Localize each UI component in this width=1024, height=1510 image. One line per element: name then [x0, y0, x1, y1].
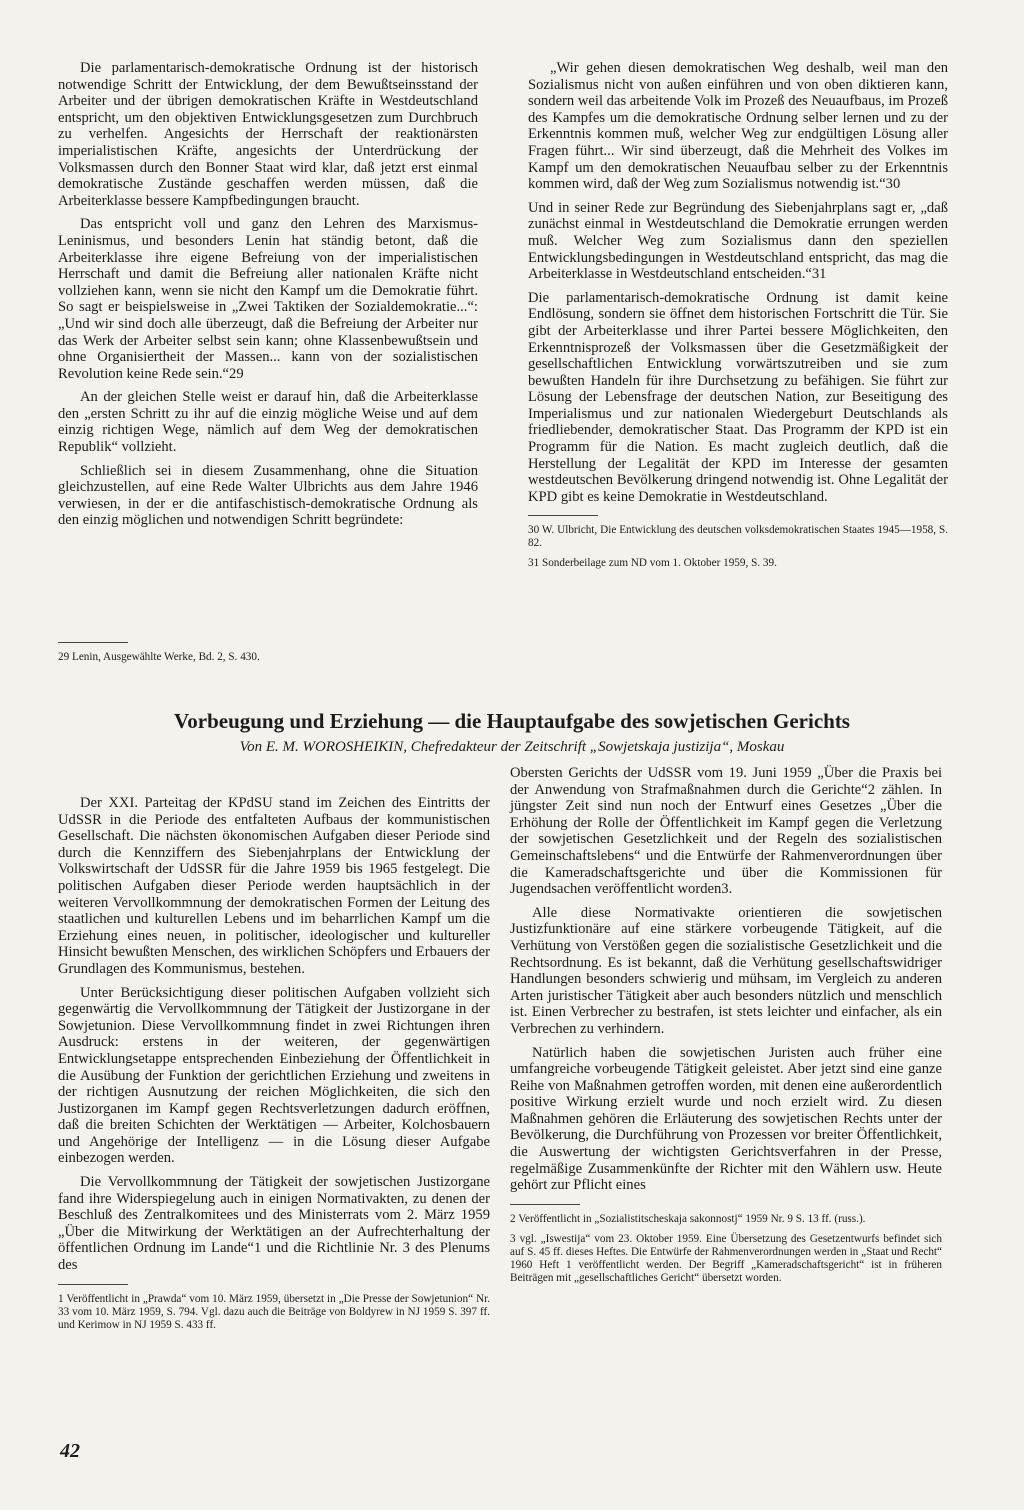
paragraph: Natürlich haben die sowjetischen Juristen auch früher eine umfangreiche vorbeugende Tätigkeit geleistet. Aber jetzt sind eine ganze Reihe von Maßnahmen getroffen worden, mit denen eine außerordentlich positive Wirkung erzielt wurde und noch erzielt wird. Zu diesen Maßnahmen gehören die Erläuterung des sowjetischen Rechts unter der Bevölkerung, die Durchführung von Prozessen vor breiter Öffentlichkeit, die Auswertung der wichtigsten Gerichtsverfahren in der Presse, regelmäßige Zusammenkünfte der Richter mit den Wählern usw. Heute gehört zur Pflicht eines: [510, 1044, 942, 1194]
article-right-column: [510, 765, 942, 1292]
paragraph: Die Vervollkommnung der Tätigkeit der sowjetischen Justizorgane fand ihre Widerspiegelung auch in einigen Normativakten, zu denen der Beschluß des Zentralkomitees und des Ministerrats vom 2. März 1959 „Über die Mitwirkung der Werktätigen an der Aufrechterhaltung der öffentlichen Ordnung im Lande“1 und die Richtlinie Nr. 3 des Plenums des: [58, 1174, 490, 1274]
paragraph: Der XXI. Parteitag der KPdSU stand im Zeichen des Eintritts der UdSSR in die Periode des entfalteten Aufbaus der kommunistischen Gesellschaft. Die nächsten ökonomischen Aufgaben dieser Periode sind durch die Kennziffern des Siebenjahrplans der Entwicklung der Volkswirtschaft der UdSSR für die Jahre 1959 bis 1965 festgelegt. Die politischen Aufgaben dieser Periode werden hauptsächlich in der weiteren Vervollkommnung der demokratischen Formen der Leitung des staatlichen und kulturellen Lebens und im beharrlichen Kampf um die Erziehung eines neuen, in politischer, ideologischer und kultureller Hinsicht bewußten Menschen, des wirklichen Schöpfers und Erbauers der Grundlagen des Kommunismus, bestehen.: [58, 795, 490, 977]
paragraph: Das entspricht voll und ganz den Lehren des Marxismus-Leninismus, und besonders Lenin hat ständig betont, daß die Arbeiterklasse ihre eigene Befreiung von der imperialistischen Herrschaft und damit die Befreiung aller nationalen Kräfte nicht vollziehen kann, wenn sie nicht den Kampf um die Demokratie führt. So sagt er beispielsweise in „Zwei Taktiken der Sozialdemokratie...“: „Und wir sind doch alle überzeugt, daß die Befreiung der Arbeiter nur das Werk der Arbeiter selbst sein kann; ohne Klassenbewußtsein und ohne Organisiertheit der Massen... kann von der sozialistischen Revolution keine Rede sein.“29: [58, 216, 478, 382]
page-number: 42: [60, 1440, 80, 1462]
article-left-column: [58, 795, 490, 1339]
footnote-rule: [58, 642, 128, 643]
top-left-column: [58, 60, 478, 536]
paragraph: Alle diese Normativakte orientieren die sowjetischen Justizfunktionäre auf eine stärkere vorbeugende Tätigkeit, auf die Verhütung von Verstößen gegen die sozialistische Gesetzlichkeit und die Rechtsordnung. Es ist bekannt, daß die Verhütung gesellschaftswidriger Handlungen besonders schwierig und mühsam, im Vergleich zu anderen Arten juristischer Tätigkeit aber auch besonders nützlich und menschlich ist. Einen Verbrecher zu bestrafen, ist stets leichter und einfacher, als ein Verbrechen zu verhindern.: [510, 904, 942, 1037]
footnote-1: 1 Veröffentlicht in „Prawda“ vom 10. März 1959, übersetzt in „Die Presse der Sowjetunion“ Nr. 33 vom 10. März 1959, S. 794. Vgl. dazu auch die Beiträge von Boldyrew in NJ 1959 S. 397 ff. und Kerimow in NJ 1959 S. 433 ff.: [58, 1292, 490, 1331]
quote-paragraph: „Wir gehen diesen demokratischen Weg deshalb, weil man den Sozialismus nicht von außen einführen und von oben diktieren kann, sondern weil das arbeitende Volk im Prozeß des Neuaufbaus, im Prozeß des Kampfes um die demokratische Ordnung selber lernen und zu der Erkenntnis kommen muß, welcher Weg zur endgültigen Lösung aller Fragen führt... Wir sind überzeugt, daß die Mehrheit des Volkes im Kampf um den demokratischen Neuaufbau selber zu der Erkenntnis kommen wird, daß der Weg zum Sozialismus notwendig ist.“30: [528, 60, 948, 193]
footnote-3: 3 vgl. „Iswestija“ vom 23. Oktober 1959. Eine Übersetzung des Gesetzentwurfs befindet sich auf S. 45 ff. dieses Heftes. Die Entwürfe der Rahmenverordnungen werden in „Staat und Recht“ 1960 Heft 1 veröffentlicht werden. Der Begriff „Kameradschaftsgericht“ ist in früheren Beiträgen mit „gesellschaftliches Gericht“ übersetzt worden.: [510, 1232, 942, 1284]
paragraph: Obersten Gerichts der UdSSR vom 19. Juni 1959 „Über die Praxis bei der Anwendung von Strafmaßnahmen durch die Gerichte“2 zählen. In jüngster Zeit sind nun noch der Entwurf eines Gesetzes „Über die Erhöhung der Rolle der Öffentlichkeit im Kampf gegen die Verletzung der sowjetischen Gesetzlichkeit und der Regeln des sozialistischen Gemeinschaftslebens“ und die Entwürfe der Rahmenverordnungen über die Kameradschaftsgerichte und über die Kommissionen für Jugendsachen veröffentlicht worden3.: [510, 765, 942, 898]
footnote-rule: [510, 1204, 580, 1205]
top-right-column: [528, 60, 948, 577]
paragraph: Und in seiner Rede zur Begründung des Siebenjahrplans sagt er, „daß zunächst einmal in Westdeutschland die Demokratie errungen werden muß. Welcher Weg zum Sozialismus dann den speziellen Entwicklungsbedingungen in Westdeutschland entspricht, das mag die Arbeiterklasse in Westdeutschland entscheiden.“31: [528, 199, 948, 283]
footnote-text: 29 Lenin, Ausgewählte Werke, Bd. 2, S. 430.: [58, 651, 260, 663]
article-title: Vorbeugung und Erziehung — die Hauptaufgabe des sowjetischen Gerichts: [174, 709, 850, 733]
paragraph: Die parlamentarisch-demokratische Ordnung ist damit keine Endlösung, sondern sie öffnet dem historischen Fortschritt die Tür. Sie gibt der Arbeiterklasse und ihrer Partei bessere Möglichkeiten, den Erkenntnisprozeß der Volksmassen über die Gesetzmäßigkeit der gesellschaftlichen Entwicklung vorwärtszutreiben und sie zum bewußten Handeln für ihre Durchsetzung zu befähigen. Sie führt zur Lösung der Lebensfrage der deutschen Nation, zur Beseitigung des Imperialismus und zur nationalen Wiedergeburt Deutschlands als friedliebender, demokratischer Staat. Das Programm der KPD ist ein Programm für die Nation. Es macht zugleich deutlich, daß die Herstellung der Legalität der KPD im Interesse der gesamten westdeutschen Bevölkerung dringend notwendig ist. Ohne Legalität der KPD gibt es keine Demokratie in Westdeutschland.: [528, 289, 948, 505]
footnote-rule: [58, 1284, 128, 1285]
footnote-rule: [528, 515, 598, 516]
paragraph: Schließlich sei in diesem Zusammenhang, ohne die Situation gleichzustellen, auf eine Rede Walter Ulbrichts aus dem Jahre 1946 verwiesen, in der er die antifaschistisch-demokratische Ordnung als den einzig möglichen und notwendigen Schritt begründete:: [58, 462, 478, 529]
footnote-31: 31 Sonderbeilage zum ND vom 1. Oktober 1959, S. 39.: [528, 557, 777, 570]
paragraph: Die parlamentarisch-demokratische Ordnung ist der historisch notwendige Schritt der Entwicklung, der dem Bewußtseinsstand der Arbeiter und der übrigen demokratischen Kräfte in Westdeutschland entspricht, um den objektiven Entwicklungsgesetzen zum Durchbruch zu verhelfen. Angesichts der Herrschaft der reaktionärsten imperialistischen Kräfte, angesichts der Unterdrückung der Volksmassen durch den Bonner Staat wird klar, daß jetzt erst einmal demokratische Zustände geschaffen werden müssen, daß die Arbeiterklasse bessere Kampfbedingungen braucht.: [58, 60, 478, 209]
article-byline: Von E. M. WOROSHEIKIN, Chefredakteur der Zeitschrift „Sowjetskaja justizija“, Moskau: [239, 739, 785, 755]
footnote-2: 2 Veröffentlicht in „Sozialistitscheskaja sakonnostj“ 1959 Nr. 9 S. 13 ff. (russ.).: [510, 1212, 866, 1225]
footnote-29: [58, 642, 478, 664]
paragraph: An der gleichen Stelle weist er darauf hin, daß die Arbeiterklasse den „ersten Schritt zu ihr auf die einzig mögliche Weise und auf dem einzig richtigen Wege, nämlich auf dem Weg der demokratischen Republik“ vollzieht.: [58, 389, 478, 456]
footnote-30: 30 W. Ulbricht, Die Entwicklung des deutschen volksdemokratischen Staates 1945—1958, S. 82.: [528, 524, 948, 550]
paragraph: Unter Berücksichtigung dieser politischen Aufgaben vollzieht sich gegenwärtig die Vervollkommnung der Tätigkeit der Justizorgane in der Sowjetunion. Diese Vervollkommnung findet in zwei Richtungen ihren Ausdruck: erstens in der weiteren, der gegenwärtigen Entwicklungsetappe entsprechenden Einbeziehung der Öffentlichkeit in die Ausübung der Funktion der gerichtlichen Erziehung und zweitens in der richtigen Ausnutzung der reichen Möglichkeiten, die sich den Justizorganen im Kampf gegen Rechtsverletzungen dadurch eröffnen, daß die breiten Schichten der Werktätigen — Arbeiter, Kolchosbauern und Angehörige der Intelligenz — in die Lösung dieser Aufgabe einbezogen werden.: [58, 984, 490, 1167]
